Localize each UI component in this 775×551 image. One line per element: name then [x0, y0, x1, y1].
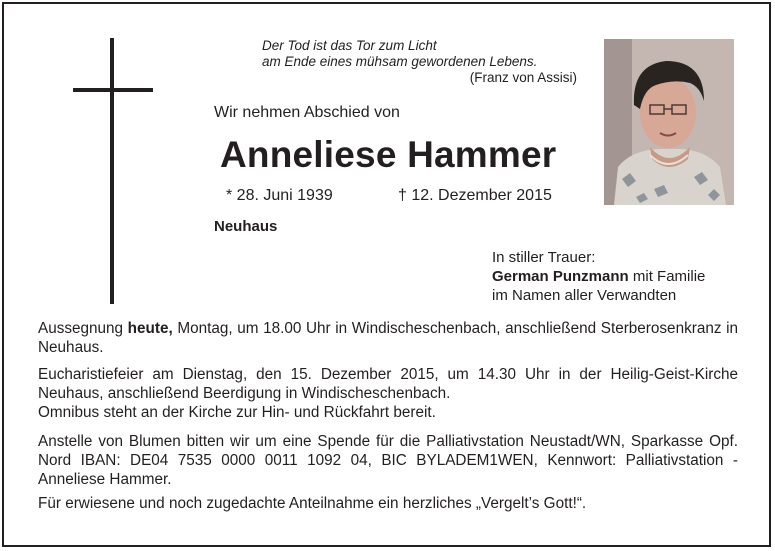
quote	[262, 38, 537, 70]
mourners-line-2	[492, 267, 705, 286]
portrait-photo	[604, 39, 734, 205]
blessing-post: Montag, um 18.00 Uhr in Windischeschenbach, anschließend Sterberosenkranz in Neuhaus.	[38, 320, 738, 356]
quote-author: (Franz von Assisi)	[469, 70, 577, 85]
blessing-today: heute,	[127, 320, 173, 337]
cross-horizontal	[73, 88, 153, 92]
cross-vertical	[110, 38, 114, 304]
paragraph-eucharist: Eucharistiefeier am Dienstag, den 15. Dezember 2015, um 14.30 Uhr in der Heilig-Geist-Kirche Neuhaus, anschließend Beerdigung in Windischeschenbach.	[38, 366, 738, 402]
paragraph-thanks: Für erwiesene und noch zugedachte Anteilnahme ein herzliches „Vergelt’s Gott!“.	[38, 495, 587, 512]
intro-text: Wir nehmen Abschied von	[214, 104, 400, 121]
birth-date: * 28. Juni 1939	[226, 187, 333, 204]
mourner-name: German Punzmann	[492, 268, 629, 285]
paragraph-donation: Anstelle von Blumen bitten wir um eine Spende für die Palliativstation Neustadt/WN, Sparkasse Opf. Nord IBAN: DE04 7535 0000 0011 1092 04, BIC BYLADEM1WEN, Kennwort: Palliativstation - Anneliese Hammer.	[38, 433, 738, 488]
quote-line-1: Der Tod ist das Tor zum Licht	[262, 38, 437, 53]
place: Neuhaus	[214, 218, 278, 235]
death-date: † 12. Dezember 2015	[398, 187, 552, 204]
paragraph-bus: Omnibus steht an der Kirche zur Hin- und Rückfahrt bereit.	[38, 404, 436, 421]
quote-line-2: am Ende eines mühsam gewordenen Lebens.	[262, 54, 538, 69]
paragraph-blessing	[38, 319, 738, 357]
deceased-name: Anneliese Hammer	[220, 134, 557, 175]
mourner-suffix: mit Familie	[628, 268, 706, 285]
mourners-line-1: In stiller Trauer:	[492, 249, 596, 266]
mourners	[492, 248, 705, 305]
blessing-pre: Aussegnung	[38, 320, 128, 337]
mourners-line-3: im Namen aller Verwandten	[492, 287, 677, 304]
